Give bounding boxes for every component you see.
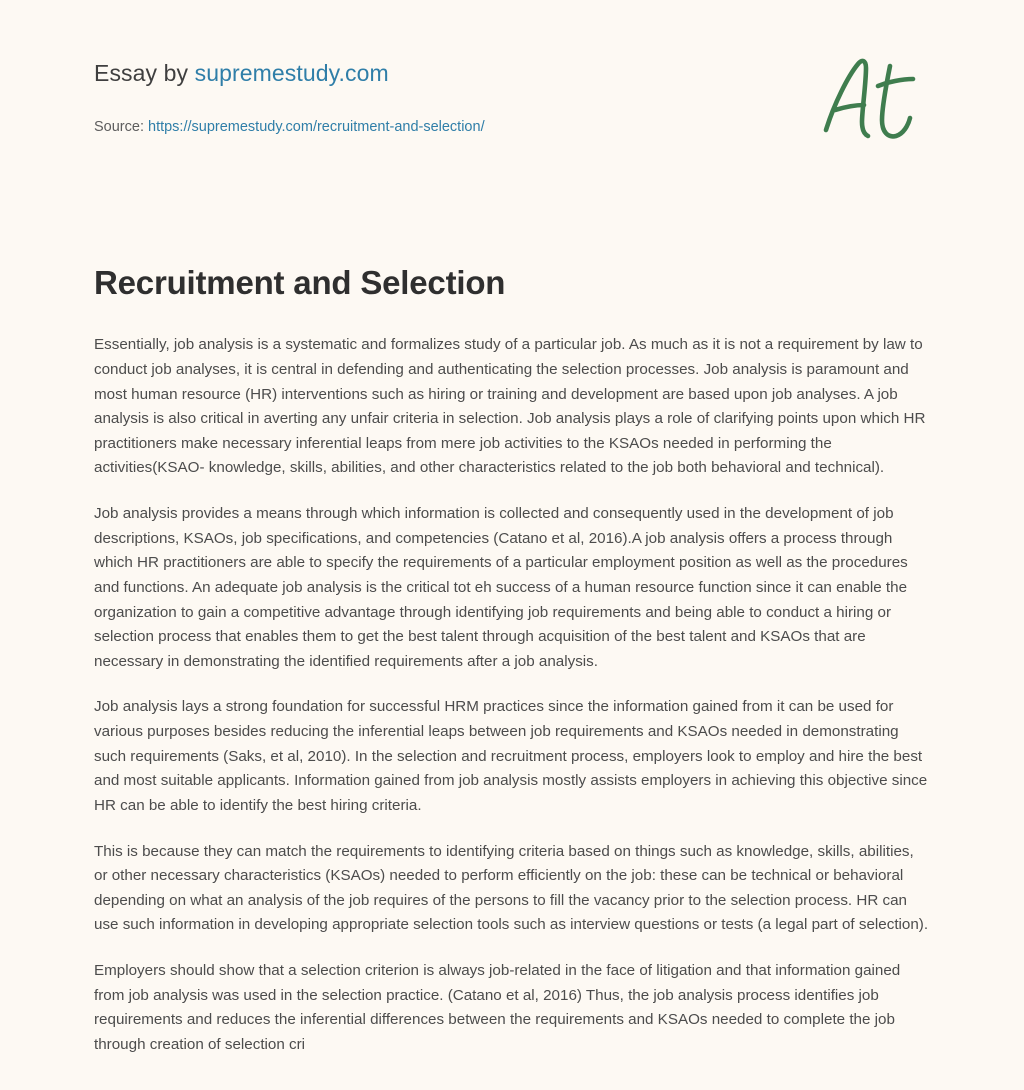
- article-body: [94, 333, 930, 1057]
- source-label: Source:: [94, 119, 148, 135]
- essay-byline: [94, 60, 930, 87]
- paragraph: This is because they can match the requirements to identifying criteria based on things such as knowledge, skills, abilities, or other necessary characteristics (KSAOs) needed to perform efficiently on the job: these can be technical or behavioral depending on what an analysis of the job requires of the persons to fill the vacancy prior to the selection process. HR can use such information in developing appropriate selection tools such as interview questions or tests (a legal part of selection).: [94, 842, 929, 934]
- paragraph: Job analysis lays a strong foundation for successful HRM practices since the information gained from it can be used for various purposes besides reducing the inferential leaps between job requirements and KSAOs needed in demonstrating such requirements (Saks, et al, 2010). In the selection and recruitment process, employers look to employ and hire the best and most suitable applicants. Information gained from job analysis mostly assists employers in achieving this objective since HR can be able to identify the best hiring criteria.: [94, 698, 928, 814]
- source-line: [94, 119, 930, 135]
- source-url-link[interactable]: https://supremestudy.com/recruitment-and-selection/: [148, 119, 485, 135]
- a-plus-logo: [818, 52, 928, 147]
- paragraph: Essentially, job analysis is a systematic and formalizes study of a particular job. As much as it is not a requirement by law to conduct job analyses, it is central in defending and authenticating the selection processes. Job analysis is paramount and most human resource (HR) interventions such as hiring or training and development are based upon job analyses. A job analysis is also critical in averting any unfair criteria in selection. Job analysis plays a role of clarifying points upon which HR practitioners make necessary inferential leaps from mere job activities to the KSAOs needed in performing the activities(KSAO- knowledge, skills, abilities, and other characteristics related to the job both behavioral and technical).: [94, 336, 926, 477]
- paragraph: Job analysis provides a means through which information is collected and consequently used in the development of job descriptions, KSAOs, job specifications, and competencies (Catano et al, 2016).A job analysis offers a process through which HR practitioners are able to specify the requirements of a particular employment position as well as the procedures and functions. An adequate job analysis is the critical tot eh success of a human resource function since it can enable the organization to gain a competitive advantage through identifying job requirements and being able to conduct a hiring or selection process that enables them to get the best talent through acquisition of the best talent and KSAOs that are necessary in demonstrating the identified requirements after a job analysis.: [94, 505, 908, 670]
- page-title: Recruitment and Selection: [94, 264, 506, 301]
- document-header: [0, 0, 1024, 200]
- site-link[interactable]: supremestudy.com: [194, 60, 389, 86]
- essay-by-label: Essay by: [94, 60, 195, 86]
- paragraph: Employers should show that a selection criterion is always job-related in the face of litigation and that information gained from job analysis was used in the selection practice. (Catano et al, 2016) Thus, the job analysis process identifies job requirements and reduces the inferential differences between the requirements and KSAOs needed to complete the job through creation of selection cri: [94, 962, 901, 1053]
